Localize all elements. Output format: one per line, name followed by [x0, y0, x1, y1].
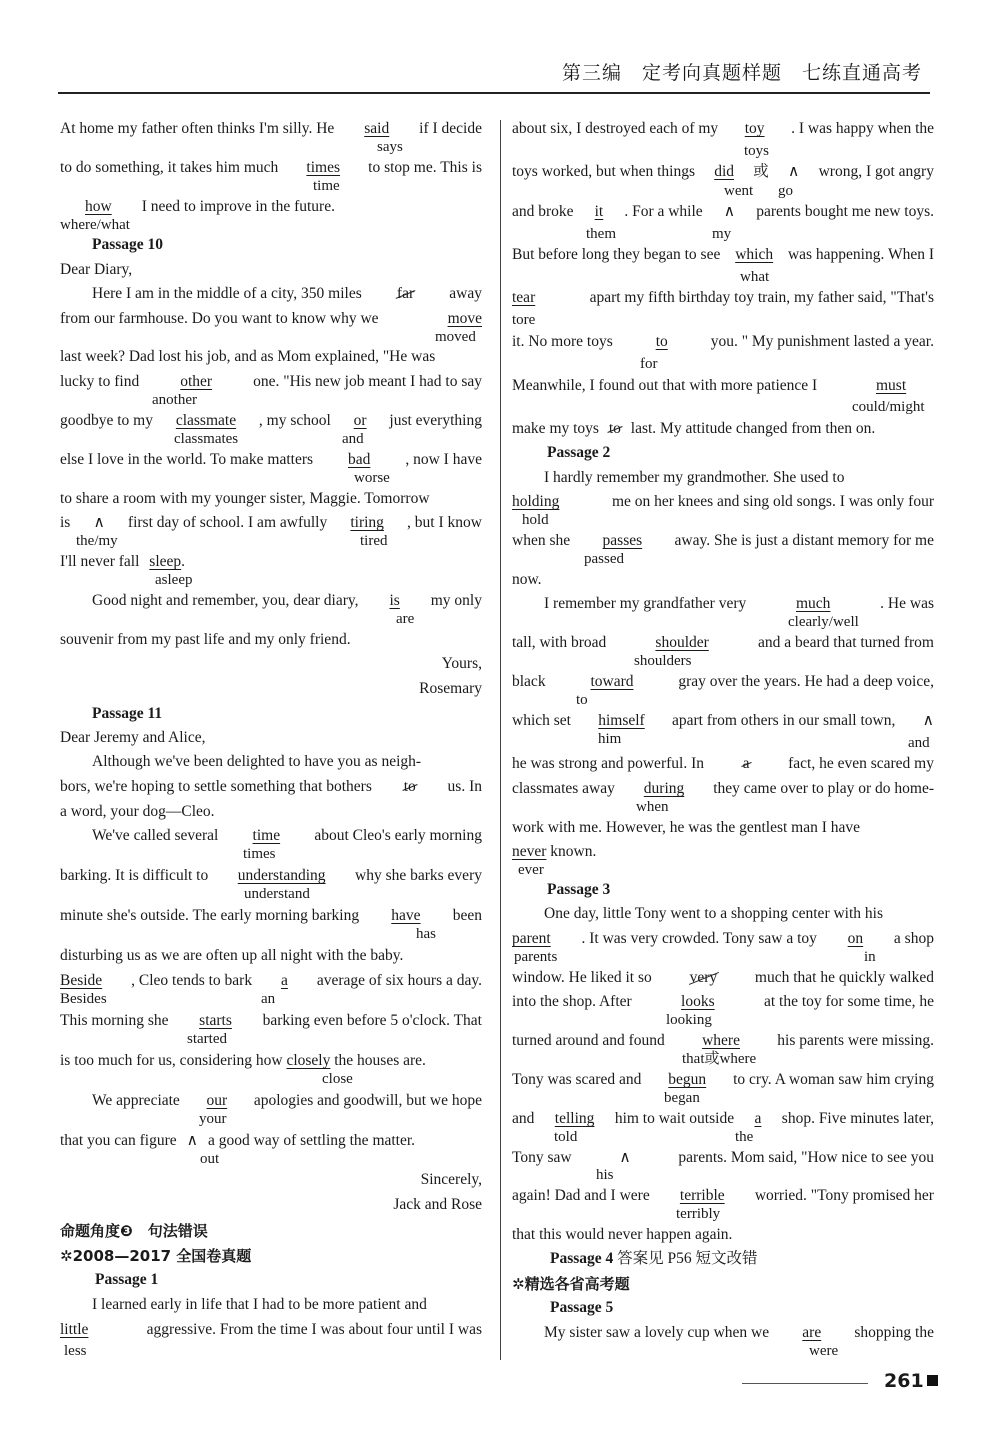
correction: are: [396, 611, 415, 627]
error-word: tear: [512, 289, 536, 306]
correction: tore: [512, 312, 536, 328]
passage-title: Passage 5: [550, 1299, 614, 1316]
error-word: or: [353, 412, 367, 429]
error-word: Beside: [60, 972, 103, 989]
correction: started: [187, 1031, 227, 1047]
correction: time: [313, 178, 340, 194]
error-word: starts: [199, 1012, 232, 1029]
text-line: Here I am in the middle of a city, 350 miles far away: [60, 283, 482, 305]
text-line: to share a room with my younger sister, Maggie. Tomorrow: [60, 490, 430, 507]
text-line: that this would never happen again.: [512, 1226, 733, 1243]
text-line: Tony saw ∧ parents. Mom said, "How nice to see you: [512, 1147, 934, 1169]
error-word: is: [389, 592, 400, 609]
signature: Yours,: [441, 655, 482, 672]
column-divider: [500, 120, 501, 1360]
text-line: But before long they began to see which was happening. When I: [512, 244, 934, 266]
deleted-word: far: [397, 283, 414, 305]
text-line: make my toys to last. My attitude changed from then on.: [512, 418, 934, 440]
correction: hold: [522, 512, 549, 528]
passage-title: Passage 1: [95, 1271, 159, 1288]
error-word: classmate: [175, 412, 237, 429]
text-line: now.: [512, 571, 542, 588]
correction: the/my: [76, 533, 118, 549]
text-line: how I need to improve in the future.: [85, 198, 335, 215]
text-line: work with me. However, he was the gentlest man I have: [512, 819, 861, 836]
text-line: Good night and remember, you, dear diary, is my only: [60, 590, 482, 612]
correction: began: [664, 1090, 700, 1106]
text-line: I learned early in life that I had to be more patient and: [92, 1296, 427, 1313]
correction: where/what: [60, 217, 130, 233]
error-word: understanding: [237, 867, 326, 884]
correction: were: [809, 1343, 839, 1359]
insert-mark: ∧: [788, 163, 800, 180]
text-line: disturbing us as we are often up all night with the baby.: [60, 947, 404, 964]
text-line: which set himself apart from others in our small town, ∧: [512, 710, 934, 732]
answer-reference: 答案见 P56 短文改错: [617, 1250, 758, 1267]
text-line: tall, with broad shoulder and a beard that turned from: [512, 632, 934, 654]
error-word: holding: [512, 493, 560, 510]
error-word: much: [796, 595, 831, 612]
salutation: Dear Diary,: [60, 261, 133, 278]
insert-mark: ∧: [93, 514, 105, 531]
text-line: into the shop. After looks at the toy for some time, he: [512, 991, 934, 1013]
text-line: We appreciate our apologies and goodwill, but we hope: [60, 1090, 482, 1112]
correction: moved: [435, 329, 476, 345]
error-word: did: [714, 163, 735, 180]
correction: in: [864, 949, 876, 965]
text-line: I'll never fall sleep.: [60, 553, 186, 570]
passage-title: Passage 2: [547, 444, 611, 461]
error-word: never: [512, 843, 547, 860]
signature: Rosemary: [419, 680, 482, 697]
correction: an: [261, 991, 276, 1007]
error-word: looks: [681, 993, 715, 1010]
correction: my: [712, 226, 732, 242]
text-line: minute she's outside. The early morning barking have been: [60, 905, 482, 927]
text-line: bors, we're hoping to settle something that bothers to us. In: [60, 776, 482, 798]
error-word: passes: [602, 532, 643, 549]
error-word: toward: [590, 673, 634, 690]
subsection-heading: ✲精选各省高考题: [512, 1275, 630, 1293]
deleted-word: very: [690, 967, 718, 989]
correction: passed: [584, 551, 624, 567]
text-line: black toward gray over the years. He had a deep voice,: [512, 671, 934, 693]
passage-title: Passage 11: [92, 705, 163, 722]
text-line: about six, I destroyed each of my toy . I was happy when the: [512, 118, 934, 140]
correction: has: [416, 926, 436, 942]
error-word: where: [702, 1032, 740, 1049]
text-line: never known.: [512, 843, 597, 860]
correction: what: [740, 269, 770, 285]
passage-title: Passage 4: [550, 1250, 614, 1267]
text-line: Although we've been delighted to have you as neigh-: [92, 753, 422, 770]
error-word: toy: [744, 120, 765, 137]
deleted-word: to: [609, 418, 621, 440]
text-line: else I love in the world. To make matters bad , now I have: [60, 449, 482, 471]
error-word: on: [847, 930, 864, 947]
error-word: to: [655, 333, 668, 350]
text-line: Meanwhile, I found out that with more patience I must: [512, 375, 934, 397]
correction: your: [199, 1111, 227, 1127]
text-line: [550, 1248, 972, 1270]
correction: shoulders: [634, 653, 692, 669]
salutation: Dear Jeremy and Alice,: [60, 729, 206, 746]
text-line: goodbye to my classmate , my school or just everything: [60, 410, 482, 432]
correction: and: [342, 431, 364, 447]
error-word: shoulder: [655, 634, 709, 651]
text-line: At home my father often thinks I'm silly. He said if I decide: [60, 118, 482, 140]
correction: tired: [360, 533, 388, 549]
text-line: One day, little Tony went to a shopping center with his: [544, 905, 883, 922]
error-word: a: [281, 972, 288, 989]
text-line: is too much for us, considering how closely the houses are.: [60, 1052, 426, 1069]
error-word: himself: [598, 712, 645, 729]
error-word: which: [735, 246, 774, 263]
correction: terribly: [676, 1206, 721, 1222]
signature: Jack and Rose: [393, 1196, 482, 1213]
correction: told: [554, 1129, 578, 1145]
text-line: I hardly remember my grandmother. She used to: [544, 469, 845, 486]
error-word: times: [306, 159, 341, 176]
error-word: must: [876, 377, 907, 394]
text-line: and broke it . For a while ∧ parents bought me new toys.: [512, 201, 934, 223]
error-word: terrible: [679, 1187, 725, 1204]
correction: worse: [354, 470, 390, 486]
deleted-word: a: [743, 753, 750, 775]
text-line: Beside , Cleo tends to bark a average of six hours a day.: [60, 970, 482, 992]
correction: the: [735, 1129, 754, 1145]
error-word: little: [60, 1321, 89, 1338]
text-line: a word, your dog—Cleo.: [60, 803, 215, 820]
insert-mark: ∧: [922, 712, 934, 729]
error-word: it: [594, 203, 604, 220]
text-line: We've called several time about Cleo's early morning: [60, 825, 482, 847]
signature: Sincerely,: [420, 1171, 482, 1188]
error-word: sleep: [149, 553, 182, 570]
passage-title: Passage 3: [547, 881, 611, 898]
error-word: have: [391, 907, 421, 924]
correction: close: [322, 1071, 353, 1087]
text-line: is ∧ first day of school. I am awfully tiring , but I know: [60, 512, 482, 534]
text-line: Tony was scared and begun to cry. A woman saw him crying: [512, 1069, 934, 1091]
text-line: he was strong and powerful. In a fact, he even scared my: [512, 753, 934, 775]
correction: out: [200, 1151, 220, 1167]
correction: his: [596, 1167, 614, 1183]
text-line: My sister saw a lovely cup when we are shopping the: [512, 1322, 934, 1344]
page-marker-square: [927, 1375, 938, 1386]
text-line: little aggressive. From the time I was about four until I was: [60, 1319, 482, 1341]
insert-mark: ∧: [186, 1132, 198, 1149]
error-word: bad: [348, 451, 371, 468]
insert-mark: ∧: [619, 1149, 631, 1166]
correction: times: [243, 846, 276, 862]
text-line: lucky to find other one. "His new job meant I had to say: [60, 371, 482, 393]
error-word: other: [180, 373, 213, 390]
correction: when: [636, 799, 669, 815]
error-word: said: [364, 120, 390, 137]
correction: understand: [244, 886, 310, 902]
error-word: time: [252, 827, 281, 844]
correction: him: [598, 731, 622, 747]
error-word: telling: [554, 1110, 595, 1127]
correction: went: [724, 183, 754, 199]
section-heading: 命题角度❸ 句法错误: [60, 1222, 208, 1240]
text-line: I remember my grandfather very much . He was: [512, 593, 934, 615]
error-word: during: [643, 780, 685, 797]
correction: says: [377, 139, 403, 155]
text-line: classmates away during they came over to play or do home-: [512, 778, 934, 800]
insert-mark: ∧: [723, 203, 736, 220]
correction: to: [576, 692, 588, 708]
correction: them: [586, 226, 616, 242]
correction: classmates: [174, 431, 239, 447]
error-word: how: [85, 198, 112, 215]
correction: clearly/well: [788, 614, 859, 630]
error-word: move: [447, 310, 482, 327]
correction: go: [778, 183, 793, 199]
text-line: to do something, it takes him much times to stop me. This is: [60, 157, 482, 179]
text-line: turned around and found where his parents were missing.: [512, 1030, 934, 1052]
correction: Besides: [60, 991, 107, 1007]
text-line: holding me on her knees and sing old songs. I was only four: [512, 491, 934, 513]
passage-title: Passage 10: [92, 236, 164, 253]
correction: less: [64, 1343, 87, 1359]
correction: toys: [744, 143, 770, 159]
correction: and: [908, 735, 930, 751]
subsection-heading: ✲2008—2017 全国卷真题: [60, 1247, 252, 1265]
error-word: a: [754, 1110, 762, 1127]
header-title: 第三编 定考向真题样题 七练直通高考: [561, 62, 922, 84]
text-line: window. He liked it so very much that he quickly walked: [512, 967, 934, 989]
text-line: This morning she starts barking even before 5 o'clock. That: [60, 1010, 482, 1032]
error-word: parent: [512, 930, 551, 947]
error-word: are: [802, 1324, 822, 1341]
page-number: 261: [884, 1370, 924, 1392]
correction: looking: [666, 1012, 712, 1028]
text-line: tear apart my fifth birthday toy train, my father said, "That's: [512, 287, 934, 309]
correction: could/might: [852, 399, 925, 415]
error-word: closely: [286, 1052, 331, 1069]
header-rule: [58, 92, 930, 94]
text-line: from our farmhouse. Do you want to know why we move: [60, 308, 482, 330]
correction: ever: [518, 862, 544, 878]
text-line: last week? Dad lost his job, and as Mom explained, "He was: [60, 348, 436, 365]
text-line: again! Dad and I were terrible worried. "Tony promised her: [512, 1185, 934, 1207]
error-word: tiring: [350, 514, 384, 531]
deleted-word: to: [404, 776, 416, 798]
correction: another: [152, 392, 197, 408]
error-word: our: [206, 1092, 228, 1109]
footer-rule: [742, 1383, 868, 1384]
correction: for: [640, 356, 658, 372]
text-line: barking. It is difficult to understanding why she barks every: [60, 865, 482, 887]
text-line: souvenir from my past life and my only friend.: [60, 631, 351, 648]
text-line: it. No more toys to you. " My punishment lasted a year.: [512, 331, 934, 353]
correction: asleep: [155, 572, 193, 588]
text-line: and telling him to wait outside a shop. Five minutes later,: [512, 1108, 934, 1130]
text-line: parent . It was very crowded. Tony saw a toy on a shop: [512, 928, 934, 950]
error-word: begun: [668, 1071, 707, 1088]
correction: parents: [514, 949, 558, 965]
text-line: when she passes away. She is just a distant memory for me: [512, 530, 934, 552]
correction: that或where: [682, 1051, 757, 1067]
text-line: that you can figure ∧ a good way of settling the matter.: [60, 1132, 416, 1149]
text-line: toys worked, but when things did 或 ∧ wrong, I got angry: [512, 161, 934, 183]
